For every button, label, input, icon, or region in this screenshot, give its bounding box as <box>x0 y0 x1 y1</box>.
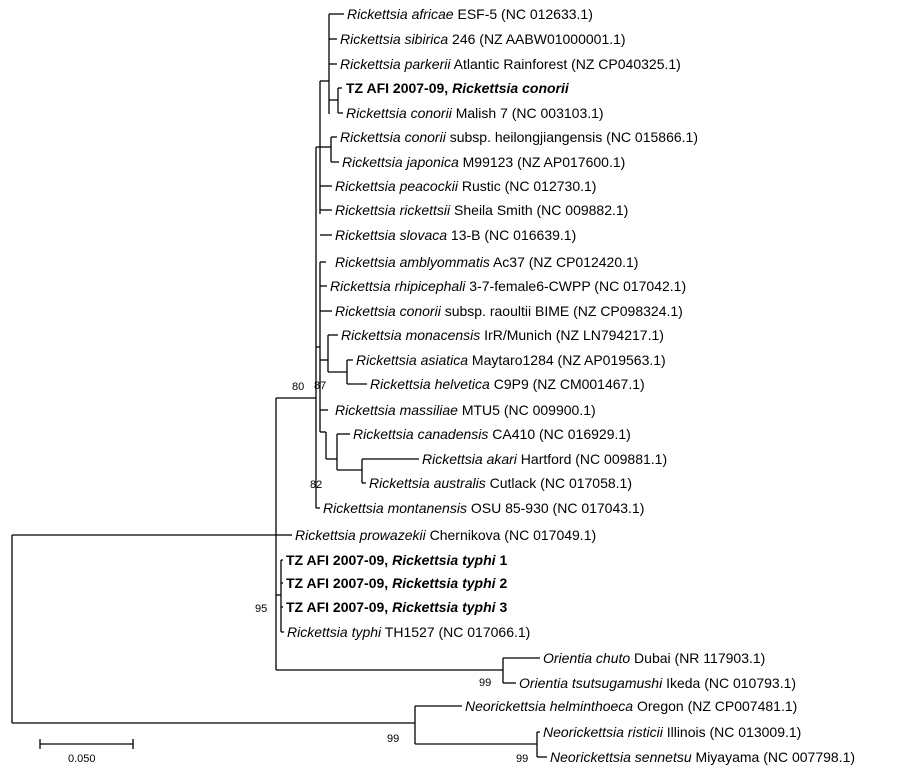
taxon-label <box>335 227 576 243</box>
taxon-strain-accession: Sheila Smith (NC 009882.1) <box>450 202 629 218</box>
bootstrap-99-orientia: 99 <box>479 677 492 689</box>
taxon-species-name: Rickettsia conorii <box>346 105 452 121</box>
taxon-prefix: TZ AFI 2007-09, <box>346 80 453 96</box>
taxon-species-name: Rickettsia typhi <box>392 575 496 591</box>
taxon-label <box>550 749 855 765</box>
taxon-strain-accession: TH1527 (NC 017066.1) <box>381 624 531 640</box>
taxon-strain-accession: CA410 (NC 016929.1) <box>488 426 631 442</box>
taxon-species-name: Orientia tsutsugamushi <box>519 675 663 691</box>
taxon-strain-accession: Dubai (NR 117903.1) <box>630 650 766 666</box>
taxon-label <box>353 426 631 442</box>
taxon-strain-accession: Rustic (NC 012730.1) <box>457 178 597 194</box>
taxon-label <box>356 352 666 368</box>
bootstrap-80: 80 <box>292 381 305 393</box>
taxon-species-name: Rickettsia massiliae <box>335 402 458 418</box>
taxon-species-name: Rickettsia akari <box>422 451 517 467</box>
taxon-species-name: Rickettsia monacensis <box>341 327 481 343</box>
taxon-strain-accession: 246 (NZ AABW01000001.1) <box>448 31 626 47</box>
bootstrap-99-neorickettsia: 99 <box>387 733 400 745</box>
taxon-label <box>422 451 667 467</box>
taxon-species-name: Rickettsia conorii <box>452 80 569 96</box>
bootstrap-87: 87 <box>314 380 327 392</box>
taxon-label <box>519 675 796 691</box>
scale-bar-label: 0.050 <box>68 753 96 765</box>
taxon-label <box>286 575 507 591</box>
taxon-label <box>346 105 604 121</box>
taxon-species-name: Rickettsia typhi <box>392 599 496 615</box>
taxon-species-name: Neorickettsia risticii <box>543 724 663 740</box>
taxon-prefix: TZ AFI 2007-09, <box>286 575 393 591</box>
taxon-strain-accession: Illinois (NC 013009.1) <box>662 724 802 740</box>
taxon-strain-accession: Hartford (NC 009881.1) <box>516 451 668 467</box>
taxon-label <box>335 178 596 194</box>
taxon-species-name: Rickettsia sibirica <box>340 31 449 47</box>
taxon-label <box>346 80 570 96</box>
taxon-species-name: Rickettsia montanensis <box>323 500 467 516</box>
taxon-label <box>323 500 644 516</box>
taxon-prefix: TZ AFI 2007-09, <box>286 552 393 568</box>
taxon-strain-accession: Chernikova (NC 017049.1) <box>425 527 597 543</box>
taxon-strain-accession: Oregon (NZ CP007481.1) <box>633 698 798 714</box>
taxon-strain-accession: Ac37 (NZ CP012420.1) <box>489 254 639 270</box>
taxon-labels <box>286 6 855 765</box>
taxon-strain-accession: 2 <box>495 575 508 591</box>
taxon-label <box>543 650 765 666</box>
bootstrap-99-risticii-sennetsu: 99 <box>516 753 529 765</box>
taxon-label <box>287 624 530 640</box>
taxon-species-name: Rickettsia typhi <box>287 624 382 640</box>
taxon-label <box>286 599 507 615</box>
taxon-label <box>340 31 626 47</box>
taxon-label <box>347 6 593 22</box>
taxon-strain-accession: subsp. heilongjiangensis (NC 015866.1) <box>445 129 698 145</box>
taxon-strain-accession: Ikeda (NC 010793.1) <box>662 675 797 691</box>
bootstrap-95: 95 <box>255 603 268 615</box>
taxon-prefix: TZ AFI 2007-09, <box>286 599 393 615</box>
taxon-species-name: Neorickettsia helminthoeca <box>465 698 634 714</box>
taxon-label <box>335 303 683 319</box>
taxon-species-name: Rickettsia amblyommatis <box>335 254 490 270</box>
scale-bar <box>40 739 133 765</box>
taxon-species-name: Rickettsia rhipicephali <box>330 278 466 294</box>
taxon-label <box>342 154 625 170</box>
taxon-label <box>543 724 801 740</box>
taxon-label <box>335 254 638 270</box>
taxon-species-name: Orientia chuto <box>543 650 631 666</box>
taxon-species-name: Rickettsia peacockii <box>335 178 458 194</box>
taxon-label <box>370 376 645 392</box>
taxon-strain-accession: subsp. raoultii BIME (NZ CP098324.1) <box>440 303 683 319</box>
taxon-species-name: Rickettsia asiatica <box>356 352 469 368</box>
taxon-species-name: Rickettsia typhi <box>392 552 496 568</box>
taxon-strain-accession: Maytaro1284 (NZ AP019563.1) <box>468 352 666 368</box>
taxon-strain-accession: 1 <box>495 552 508 568</box>
taxon-label <box>295 527 596 543</box>
taxon-species-name: Rickettsia conorii <box>340 129 446 145</box>
taxon-strain-accession: Miyayama (NC 007798.1) <box>691 749 856 765</box>
taxon-species-name: Rickettsia parkerii <box>340 56 451 72</box>
taxon-strain-accession: 13-B (NC 016639.1) <box>447 227 577 243</box>
taxon-strain-accession: M99123 (NZ AP017600.1) <box>458 154 626 170</box>
taxon-strain-accession: 3-7-female6-CWPP (NC 017042.1) <box>465 278 687 294</box>
taxon-species-name: Rickettsia africae <box>347 6 454 22</box>
taxon-strain-accession: IrR/Munich (NZ LN794217.1) <box>480 327 664 343</box>
taxon-strain-accession: Cutlack (NC 017058.1) <box>485 475 632 491</box>
taxon-label <box>330 278 686 294</box>
taxon-label <box>335 202 628 218</box>
taxon-species-name: Rickettsia slovaca <box>335 227 448 243</box>
taxon-label <box>335 402 596 418</box>
taxon-species-name: Rickettsia japonica <box>342 154 459 170</box>
taxon-strain-accession: ESF-5 (NC 012633.1) <box>453 6 593 22</box>
taxon-strain-accession: MTU5 (NC 009900.1) <box>457 402 596 418</box>
taxon-label <box>341 327 664 343</box>
taxon-label <box>286 552 507 568</box>
taxon-species-name: Rickettsia canadensis <box>353 426 489 442</box>
taxon-label <box>465 698 797 714</box>
taxon-species-name: Rickettsia australis <box>369 475 486 491</box>
taxon-strain-accession: C9P9 (NZ CM001467.1) <box>489 376 645 392</box>
taxon-species-name: Neorickettsia sennetsu <box>550 749 692 765</box>
taxon-label <box>340 129 698 145</box>
taxon-strain-accession: OSU 85-930 (NC 017043.1) <box>466 500 645 516</box>
taxon-strain-accession: 3 <box>495 599 508 615</box>
taxon-species-name: Rickettsia helvetica <box>370 376 490 392</box>
taxon-species-name: Rickettsia prowazekii <box>295 527 426 543</box>
taxon-species-name: Rickettsia conorii <box>335 303 441 319</box>
taxon-label <box>369 475 632 491</box>
taxon-species-name: Rickettsia rickettsii <box>335 202 451 218</box>
taxon-strain-accession: Malish 7 (NC 003103.1) <box>451 105 604 121</box>
bootstrap-82: 82 <box>310 479 323 491</box>
taxon-strain-accession: Atlantic Rainforest (NZ CP040325.1) <box>450 56 681 72</box>
taxon-label <box>340 56 681 72</box>
